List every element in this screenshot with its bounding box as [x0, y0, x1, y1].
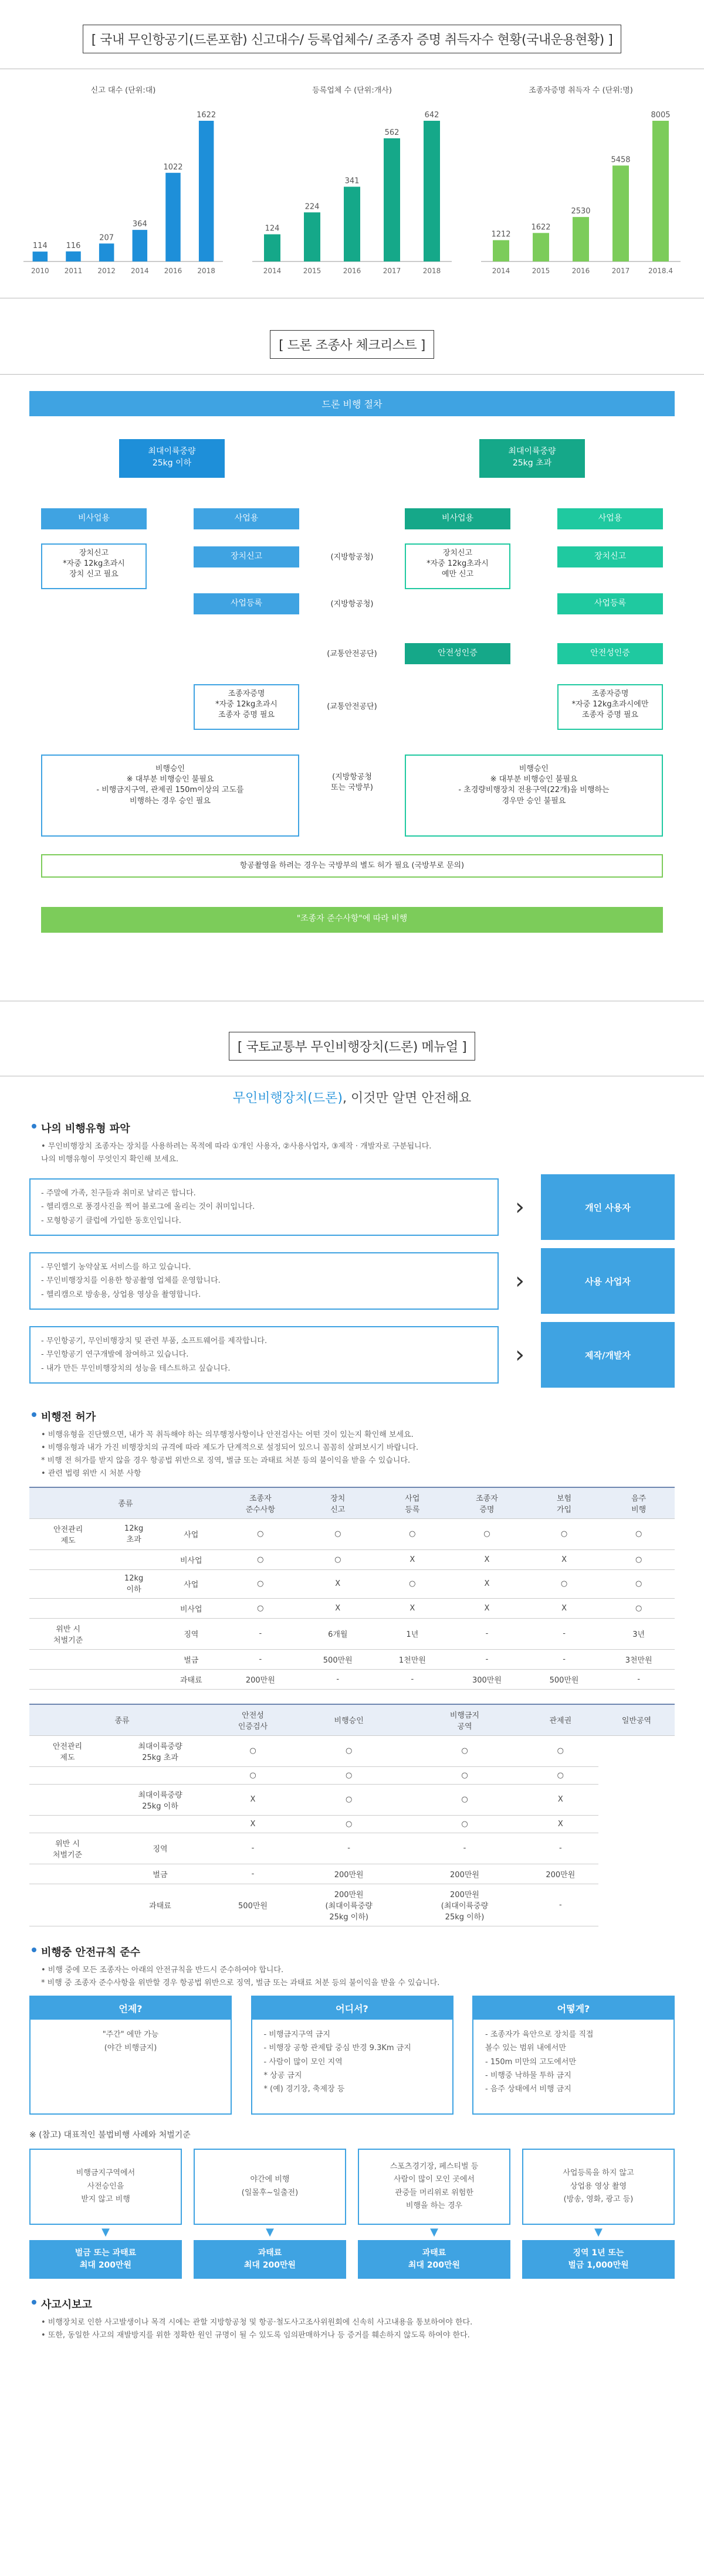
data-label: 207	[99, 233, 114, 243]
b1: • 무인비행장치 조종자는 장치를 사용하려는 목적에 따라 ①개인 사용자, ②사용사업자, ③제작 · 개발자로 구분됩니다.	[41, 1142, 432, 1151]
r-reg: 장치신고	[557, 546, 663, 567]
data-label: 124	[265, 224, 280, 233]
l-pilot: 조종자증명 *자중 12kg초과시 조종자 증명 필요	[194, 684, 299, 730]
r-safety1: 안전성인증	[405, 643, 510, 664]
bar	[573, 217, 589, 261]
photo-note: 항공촬영을 하려는 경우는 국방부의 별도 허가 필요 (국방부로 문의)	[41, 854, 663, 878]
b4: • 비행 중에 모든 조종자는 아래의 안전규칙을 반드시 준수하여야 합니다. * 비행 중 조종자 준수사항을 위반할 경우 항공법 위반으로 징역, 벌금 또는 과태료 처분 등의 불이익을 받을 수 있습니다.	[41, 1965, 440, 1987]
tick-label: 2018	[422, 267, 441, 275]
data-label: 364	[132, 220, 147, 229]
table-flight: 종류 안전성 인증검사 비행승인 비행금지 공역 관제권 일반공역 안전관리 제도 최대이륙중량 25kg 초과 ○ ○ ○ ○ ○ ○ ○ ○ 최대이륙중량 25kg 이하 X ○ ○ X X ○ ○ X 위반 시 처벌기준 징역 - - - - 벌금 - 200만원 200만원 200만원 과태료 500만원 200만원 (최대이륙중량 25kg 이하) 200만원 (최대이륙중량 25kg 이하) -	[29, 1704, 675, 1926]
tick-label: 2018	[197, 267, 215, 275]
data-label: 114	[32, 242, 48, 251]
data-label: 562	[384, 128, 400, 137]
bar	[199, 121, 214, 261]
chart-pilots	[481, 80, 681, 293]
case-3: - 무인항공기, 무인비행장치 및 관련 부품, 소프트웨어를 제작합니다. - 무인항공기 연구개발에 참여하고 있습니다. - 내가 만든 무인비행장치의 성능을 테스트하고 싶습니다. › 제작/개발자	[29, 1322, 675, 1388]
b2: 나의 비행유형이 무엇인지 확인해 보세요.	[41, 1155, 179, 1164]
mid-1: (지방항공청)	[330, 553, 374, 562]
flow-diagram	[29, 385, 675, 1001]
r-pilot: 조종자증명 *자중 12kg초과시에만 조종자 증명 필요	[557, 684, 663, 730]
data-label: 642	[424, 111, 439, 120]
bar	[165, 173, 181, 261]
bar	[652, 121, 669, 261]
l-biz: 사업용	[194, 508, 299, 529]
mid-2: (지방항공청)	[330, 600, 374, 609]
l-reg-note: 장치신고 *자중 12kg초과시 장치 신고 필요	[41, 543, 147, 589]
tick-label: 2016	[343, 267, 361, 275]
tick-label: 2014	[492, 267, 510, 275]
mid-3: (교통안전공단)	[327, 650, 377, 658]
data-label: 1622	[197, 111, 216, 120]
data-label: 5458	[611, 155, 631, 165]
data-label: 116	[66, 241, 81, 250]
data-label: 2530	[571, 207, 591, 216]
tick-label: 2015	[303, 267, 321, 275]
data-label: 341	[344, 176, 360, 186]
bar	[66, 252, 81, 261]
tick-label: 2014	[131, 267, 149, 275]
manual-title: [ 국토교통부 무인비행장치(드론) 메뉴얼 ]	[229, 1032, 475, 1061]
chart-companies	[252, 80, 452, 293]
bar	[344, 187, 360, 261]
tick-label: 2017	[611, 267, 630, 275]
case-1: - 주말에 가족, 친구들과 취미로 날리곤 합니다. - 헬리캠으로 풍경사진을 찍어 블로그에 올리는 것이 취미입니다. - 모형항공기 클럽에 가입한 동호인입니다. › 개인 사용자	[29, 1174, 675, 1240]
tick-label: 2014	[263, 267, 282, 275]
tick-label: 2011	[64, 267, 83, 275]
l-fly: 비행승인 ※ 대부분 비행승인 불필요 - 비행금지구역, 관제권 150m이상의 고도를 비행하는 경우 승인 필요	[41, 755, 299, 837]
tick-label: 2016	[571, 267, 590, 275]
r-bizreg: 사업등록	[557, 593, 663, 614]
l-bizreg: 사업등록	[194, 593, 299, 614]
table-permits: 종류 조종자 준수사항 장치 신고 사업 등록 조종자 증명 보험 가입 음주 비행 안전관리 제도 12kg 초과 사업 ○ ○ ○ ○ ○ ○ 비사업 ○ ○ X X X ○ 12kg 이하 사업 ○ X ○ X ○ ○ 비사업 ○ X X X X ○ 위반 시 처벌기준 징역 - 6개월 1년 - - 3년 벌금 - 500만원 1천만원 - - 3천만원 과태료 200만원 - - 300만원 500만원 -	[29, 1487, 675, 1690]
case-2: - 무인헬기 농약살포 서비스를 하고 있습니다. - 무인비행장치를 이용한 항공촬영 업체를 운영합니다. - 헬리캠으로 방송용, 상업용 영상을 촬영합니다. › 사용 사업자	[29, 1248, 675, 1314]
bar	[424, 121, 440, 261]
flow-top: 드론 비행 절차	[29, 391, 675, 416]
chart-reports	[23, 80, 223, 293]
bar	[33, 252, 48, 261]
bar	[493, 240, 509, 261]
h-report: 사고시보고	[29, 2296, 675, 2312]
bar	[304, 212, 320, 261]
rules-note: "조종자 준수사항"에 따라 비행	[41, 907, 663, 933]
r-reg-note: 장치신고 *자중 12kg초과시 예만 신고	[405, 543, 510, 589]
chart-title: 조종자증명 취득자 수 (단위:명)	[529, 86, 633, 95]
tick-label: 2010	[31, 267, 49, 275]
illegal-cols: 비행금지구역에서 사전승인을 받지 않고 비행 ▼ 벌금 또는 과태료 최대 200만원 야간에 비행 (일몰후~일출전) ▼ 과태료 최대 200만원 스포츠경기장, 페스티벌 등 사람이 많이 모인 곳에서 관중들 머리위로 위험한 비행을 하는 경우 ▼ 과태료 최대 200만원 사업등록을 하지 않고 상업용 영상 촬영 (방송, 영화, 광고 등) ▼ 징역 1년 또는 벌금 1,000만원	[29, 2149, 675, 2279]
b5: • 비행장치로 인한 사고발생이나 목격 시에는 관할 지방항공청 및 항공·철도사고조사위원회에 신속히 사고내용을 통보하여야 한다. • 또한, 동일한 사고의 재발방지를 위한 정확한 원인 규명이 될 수 있도록 임의판매하거나 등 증거를 훼손하지 않도록 하여야 한다.	[41, 2317, 473, 2340]
chart-title: 등록업체 수 (단위:개사)	[312, 86, 392, 95]
r-safety2: 안전성인증	[557, 643, 663, 664]
mid-5: (지방항공청 또는 국방부)	[331, 773, 373, 793]
tick-label: 2017	[383, 267, 401, 275]
data-label: 1022	[163, 162, 183, 172]
tick-label: 2012	[97, 267, 116, 275]
tick-label: 2015	[532, 267, 550, 275]
r-nonbiz: 비사업용	[405, 508, 510, 529]
manual-subtitle: 무인비행장치(드론), 이것만 알면 안전해요	[232, 1091, 472, 1106]
rules-cols: 언제? "주간" 에만 가능 (야간 비행금지) 어디서? - 비행금지구역 금지 - 비행장 공항 관제탑 중심 반경 9.3Km 금지 - 사람이 많이 모인 지역 * 상공 금지 * (예) 경기장, 축제장 등 어떻게? - 조종자가 육안으로 장치를 직접 볼수 있는 범위 내에서만 - 150m 미만의 고도에서만 - 비행중 낙하물 투하 금지 - 음주 상태에서 비행 금지	[29, 1996, 675, 2115]
chart-title: 신고 대수 (단위:대)	[90, 86, 156, 95]
mid-4: (교통안전공단)	[327, 702, 377, 711]
tick-label: 2018.4	[648, 267, 673, 275]
tick-label: 2016	[164, 267, 182, 275]
data-label: 8005	[651, 111, 671, 120]
b3: • 비행유형을 진단했으면, 내가 꼭 취득해야 하는 의무행정사항이나 안전검사는 어떤 것이 있는지 확인해 보세요. • 비행유형과 내가 가진 비행장치의 규격에 따라 제도가 단계적으로 설정되어 있으니 꼼꼼히 살펴보시기 바랍니다. * 비행 전 허가를 받지 않을 경우 항공법 위반으로 징역, 벌금 또는 과태료 처분 등의 불이익을 받을 수 있습니다. • 관련 법령 위반 시 처분 사항	[41, 1430, 419, 1479]
data-label: 224	[304, 202, 320, 212]
r-biz: 사업용	[557, 508, 663, 529]
h-safety: 비행중 안전규칙 준수	[29, 1944, 675, 1959]
left-head: 최대이륙중량 25kg 이하	[119, 439, 225, 478]
r-fly: 비행승인 ※ 대부분 비행승인 불필요 - 초경량비행장치 전용구역(22개)을 비행하는 경우만 승인 불필요	[405, 755, 663, 837]
right-head: 최대이륙중량 25kg 초과	[479, 439, 585, 478]
h-type: 나의 비행유형 파악	[29, 1120, 675, 1136]
data-label: 1212	[491, 230, 511, 239]
bar	[264, 235, 280, 261]
l-reg: 장치신고	[194, 546, 299, 567]
h-permit: 비행전 허가	[29, 1409, 675, 1424]
bar	[133, 230, 148, 261]
stats-title: [ 국내 무인항공기(드론포함) 신고대수/ 등록업체수/ 조종자 증명 취득자수 현황(국내운용현황) ]	[83, 25, 622, 53]
bar	[533, 233, 549, 261]
checklist-title: [ 드론 조종사 체크리스트 ]	[270, 330, 434, 359]
h-illegal: ※ (참고) 대표적인 불법비행 사례와 처벌기준	[29, 2130, 191, 2140]
data-label: 1622	[531, 223, 551, 232]
bar	[384, 138, 400, 261]
charts-row	[0, 80, 704, 293]
l-nonbiz: 비사업용	[41, 508, 147, 529]
bar	[99, 243, 114, 261]
bar	[612, 165, 629, 261]
